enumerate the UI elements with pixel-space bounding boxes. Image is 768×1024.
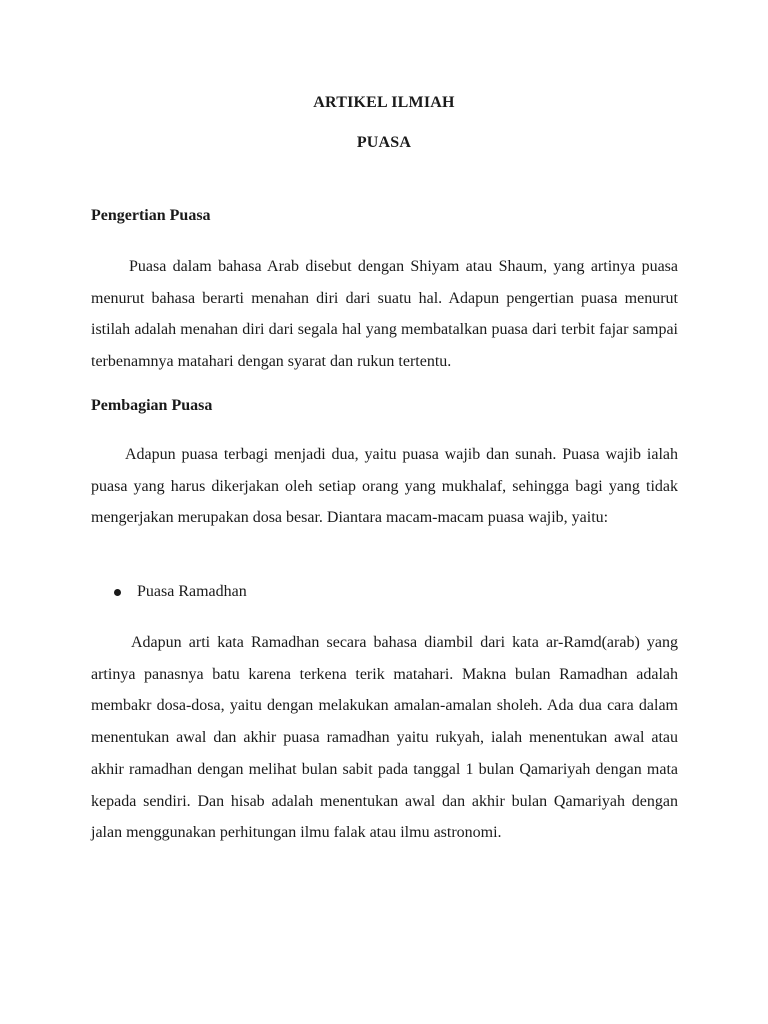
bullet-item [114, 583, 247, 601]
bullet-item-label: Puasa Ramadhan [137, 583, 247, 600]
paragraph-pengertian: Puasa dalam bahasa Arab disebut dengan Shiyam atau Shaum, yang artinya puasa menurut bahasa berarti menahan diri dari suatu hal. Adapun pengertian puasa menurut istilah adalah menahan diri dari segala hal yang membatalkan puasa dari terbit fajar sampai terbenamnya matahari dengan syarat dan rukun tertentu. [91, 258, 678, 371]
document-title: ARTIKEL ILMIAH [313, 94, 455, 111]
paragraph-pembagian: Adapun puasa terbagi menjadi dua, yaitu puasa wajib dan sunah. Puasa wajib ialah puasa yang harus dikerjakan oleh setiap orang yang mukhalaf, sehingga bagi yang tidak mengerjakan merupakan dosa besar. Diantara macam-macam puasa wajib, yaitu: [91, 446, 678, 527]
document-subtitle: PUASA [356, 134, 412, 151]
bullet-dot-icon [114, 589, 121, 596]
section-heading-pengertian: Pengertian Puasa [91, 207, 211, 224]
section-heading-pembagian: Pembagian Puasa [91, 397, 213, 414]
paragraph-ramadhan: Adapun arti kata Ramadhan secara bahasa diambil dari kata ar-Ramd(arab) yang artinya panasnya batu karena terkena terik matahari. Makna bulan Ramadhan adalah membakr dosa-dosa, yaitu dengan melakukan amalan-amalan sholeh. Ada dua cara dalam menentukan awal dan akhir puasa ramadhan yaitu rukyah, ialah menentukan awal atau akhir ramadhan dengan melihat bulan sabit pada tanggal 1 bulan Qamariyah dengan mata kepada sendiri. Dan hisab adalah menentukan awal dan akhir bulan Qamariyah dengan jalan menggunakan perhitungan ilmu falak atau ilmu astronomi. [91, 634, 678, 842]
